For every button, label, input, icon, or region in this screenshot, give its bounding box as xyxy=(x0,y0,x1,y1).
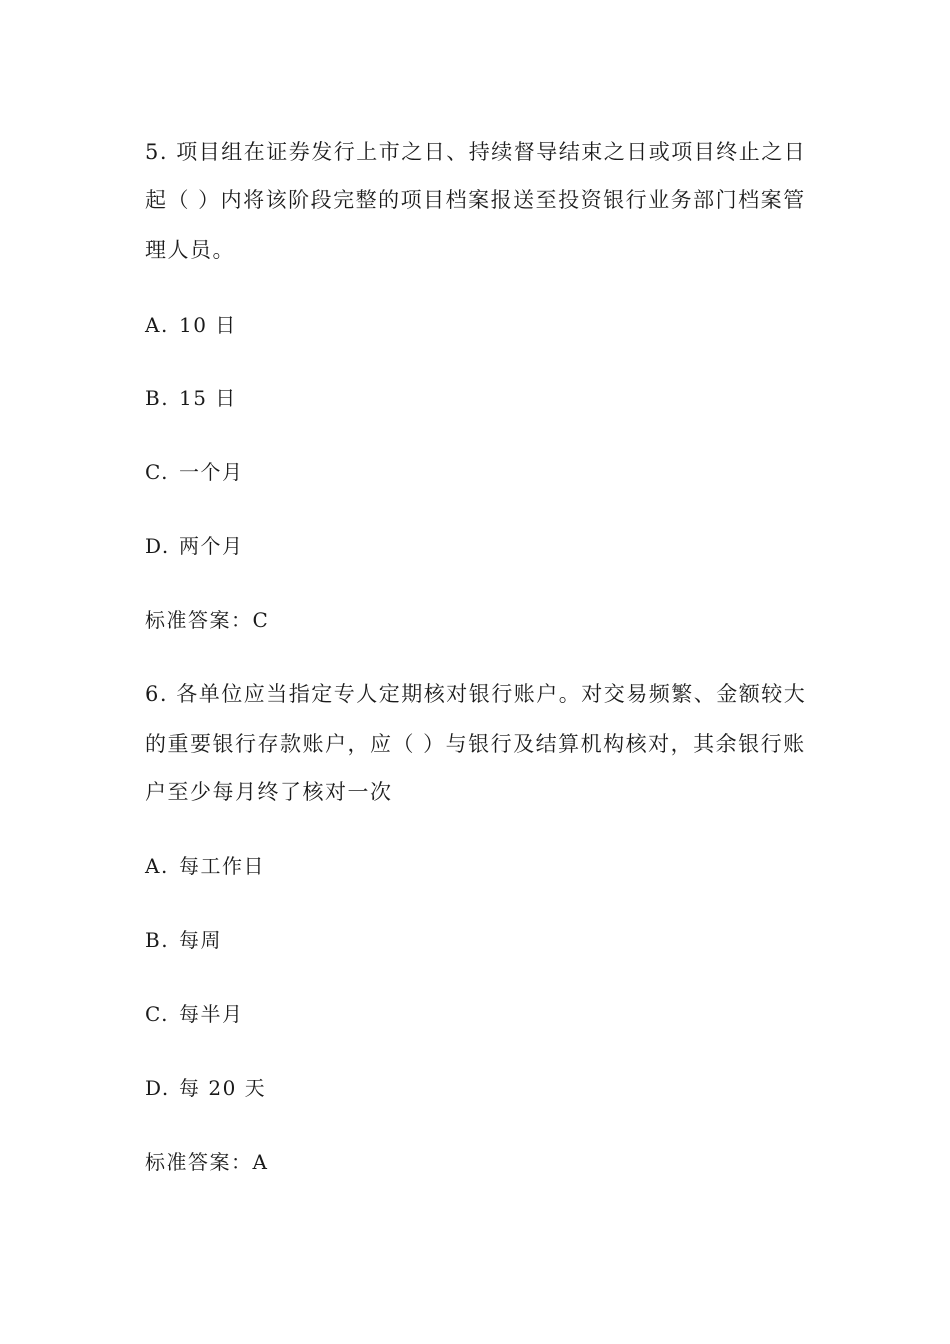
question-6-option-b xyxy=(145,926,222,954)
option-letter: D. xyxy=(145,534,170,558)
option-letter: B. xyxy=(145,386,170,410)
question-6-option-c xyxy=(145,1000,244,1028)
option-text: 每周 xyxy=(179,928,222,952)
option-text: 每工作日 xyxy=(179,854,265,878)
option-text: 15 日 xyxy=(179,386,237,410)
question-5-line-1: 5. 项目组在证券发行上市之日、持续督导结束之日或项目终止之日 xyxy=(145,140,807,164)
option-text: 每半月 xyxy=(179,1002,244,1026)
question-5-option-c xyxy=(145,458,244,486)
option-letter: A. xyxy=(145,854,169,878)
question-6-answer: 标准答案：A xyxy=(145,1150,269,1174)
question-5-option-b xyxy=(145,384,237,412)
question-5-option-d xyxy=(145,532,244,560)
option-text: 10 日 xyxy=(179,313,237,337)
question-5-answer: 标准答案：C xyxy=(145,608,270,632)
question-5-option-a xyxy=(145,311,237,339)
question-6-line-3: 户至少每月终了核对一次 xyxy=(145,780,393,804)
option-letter: C. xyxy=(145,460,169,484)
question-6-line-2: 的重要银行存款账户，应（ ）与银行及结算机构核对，其余银行账 xyxy=(145,732,806,756)
option-text: 两个月 xyxy=(179,534,244,558)
option-text: 每 20 天 xyxy=(179,1076,267,1100)
question-6-option-a xyxy=(145,852,265,880)
question-5-line-2: 起（ ）内将该阶段完整的项目档案报送至投资银行业务部门档案管 xyxy=(145,188,806,212)
question-6-line-1: 6. 各单位应当指定专人定期核对银行账户。对交易频繁、金额较大 xyxy=(145,682,807,706)
option-letter: C. xyxy=(145,1002,169,1026)
question-6-option-d xyxy=(145,1074,266,1102)
option-letter: B. xyxy=(145,928,170,952)
option-text: 一个月 xyxy=(179,460,244,484)
option-letter: D. xyxy=(145,1076,170,1100)
option-letter: A. xyxy=(145,313,169,337)
question-5-line-3: 理人员。 xyxy=(145,238,235,262)
